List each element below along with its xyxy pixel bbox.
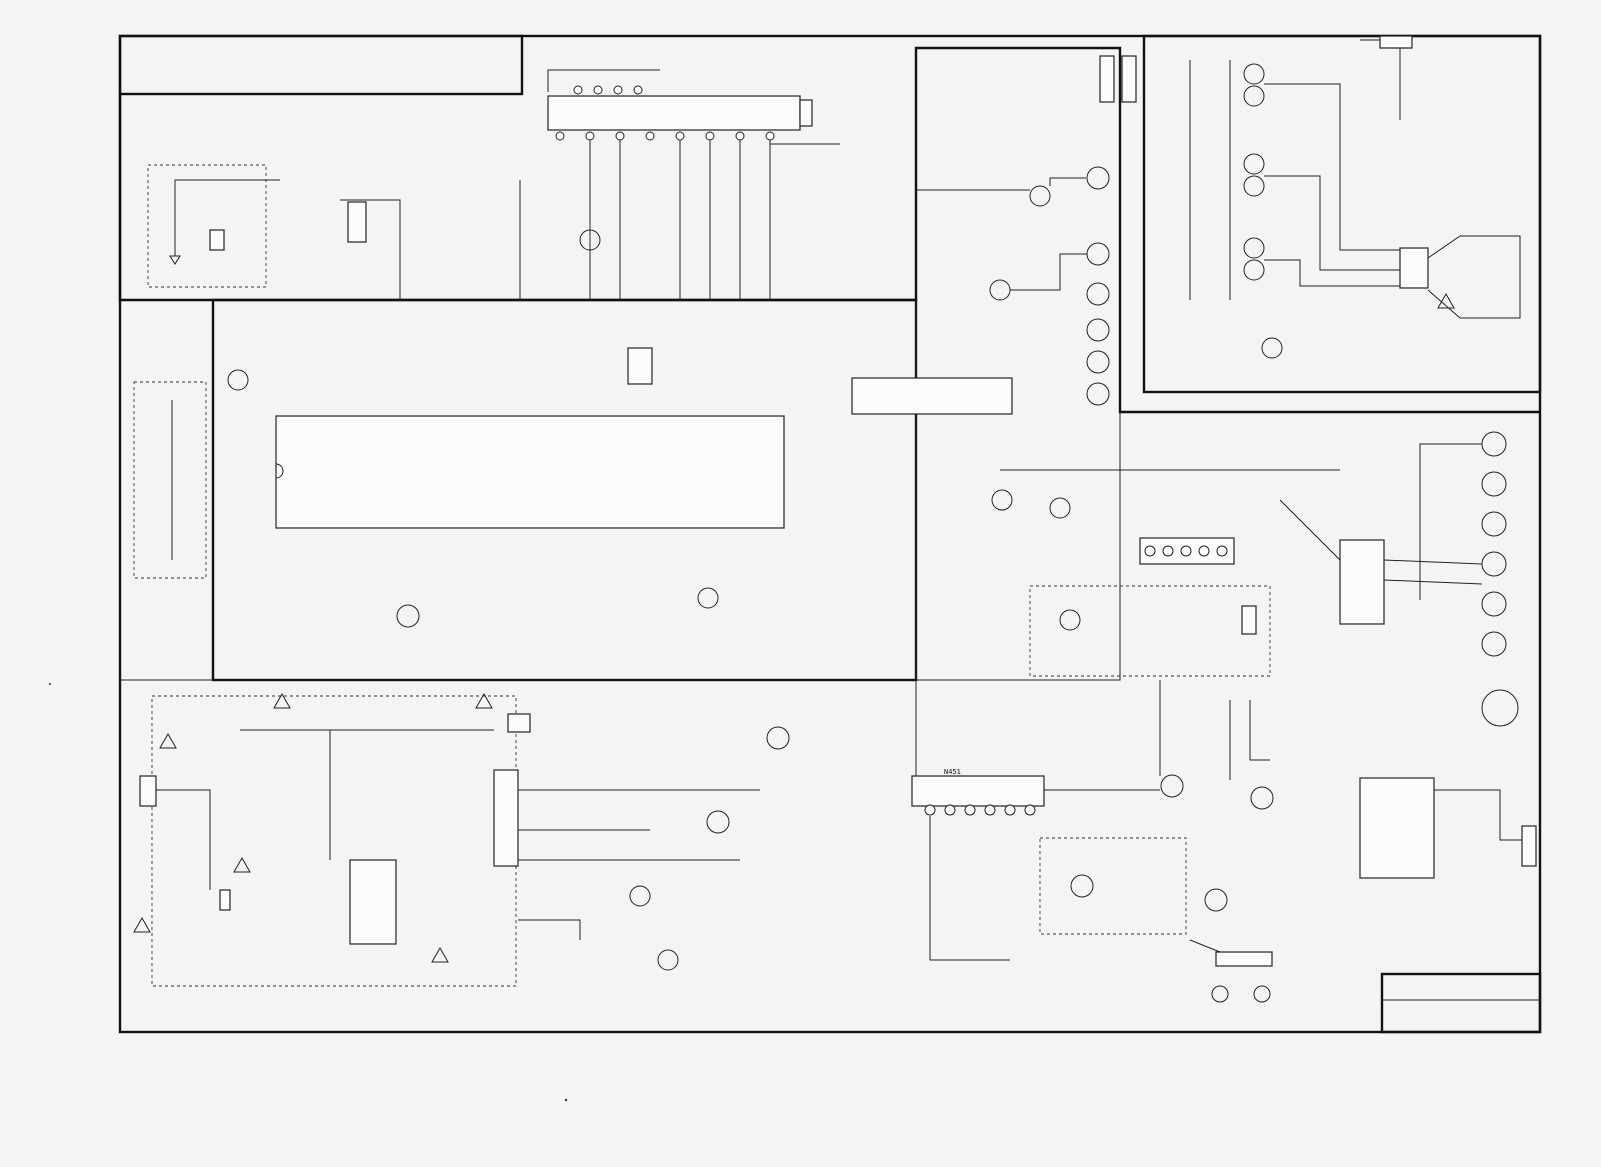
transistor-v921	[1244, 86, 1264, 106]
jack-v1-in	[1482, 432, 1506, 456]
pin	[646, 132, 654, 140]
jack-a1-in-r	[1482, 512, 1506, 536]
wire	[1050, 178, 1086, 186]
pin	[1163, 546, 1173, 556]
pin	[1199, 546, 1209, 556]
model-box	[1382, 974, 1540, 1032]
stray-mark	[49, 683, 51, 685]
transistor-v703	[1060, 610, 1080, 630]
warning-icon	[432, 948, 448, 962]
transistor-v702	[992, 490, 1012, 510]
ic-n701-switch	[852, 378, 1012, 414]
wire	[548, 70, 660, 92]
wire	[1384, 580, 1482, 584]
av-input-jacks	[1482, 432, 1518, 726]
wire	[1360, 40, 1400, 120]
jack-l-a-out	[1087, 243, 1109, 265]
jack-y	[1087, 319, 1109, 341]
wire	[156, 790, 210, 890]
power-warning-icons	[134, 694, 492, 962]
av-output-jacks	[1087, 167, 1109, 405]
pin	[586, 132, 594, 140]
wire	[1434, 790, 1522, 840]
wire	[1264, 260, 1400, 286]
ac-input-connector	[140, 776, 156, 806]
warning-icon	[234, 858, 250, 872]
pin	[1005, 805, 1015, 815]
yoke-coil	[1212, 986, 1228, 1002]
stray-mark	[565, 1099, 567, 1101]
crt-board-transistors	[1244, 64, 1282, 358]
outer-frame	[120, 36, 1540, 1032]
connector-xs402	[1216, 952, 1272, 966]
transistor-v902	[1244, 238, 1264, 258]
audio-region-border	[916, 300, 1120, 680]
transistor-v303	[1205, 889, 1227, 911]
transistor-v201	[1030, 186, 1050, 206]
fuse-fu501	[220, 890, 230, 910]
transistor-v912	[1244, 154, 1264, 174]
transistor-v432	[1161, 775, 1183, 797]
warning-icon	[274, 694, 290, 708]
jack-cb	[1087, 351, 1109, 373]
tuner-module	[548, 96, 800, 130]
audio-amp-block	[1030, 586, 1270, 676]
jack-a2-in-r	[1482, 632, 1506, 656]
connector-xp901	[1380, 36, 1412, 48]
jack-cr	[1087, 383, 1109, 405]
remote-led-block	[148, 165, 266, 287]
transistor-v801	[990, 280, 1010, 300]
transistor-v581	[767, 727, 789, 749]
tuner-antenna-socket	[800, 100, 812, 126]
yoke-coils	[1212, 986, 1270, 1002]
wire	[240, 730, 330, 860]
transistor-v553	[707, 811, 729, 833]
wire	[1250, 700, 1270, 760]
led-icon	[170, 256, 180, 264]
transistor-v931	[1262, 338, 1282, 358]
vertical-wires	[916, 680, 1270, 960]
pin	[1025, 805, 1035, 815]
connector-xs401	[1522, 826, 1536, 866]
region-border-main	[120, 48, 1540, 412]
pin	[965, 805, 975, 815]
warning-icon	[160, 734, 176, 748]
wire	[1384, 560, 1482, 564]
pin	[1181, 546, 1191, 556]
saw-filter-z101	[628, 348, 652, 384]
ic-n451-ref: N451	[944, 768, 961, 776]
wire	[930, 816, 1010, 960]
ic-n502	[350, 860, 396, 944]
remote-receiver	[210, 230, 224, 250]
pin	[1145, 546, 1155, 556]
power-wires	[156, 730, 760, 940]
horizontal-drive-block	[1040, 838, 1186, 934]
main-ic-n103	[276, 416, 784, 528]
jack-a2-in-l	[1482, 592, 1506, 616]
transistor-v922	[1244, 64, 1264, 84]
connector-xs101	[1100, 56, 1114, 102]
jack-v-out	[1087, 167, 1109, 189]
wire	[1264, 84, 1400, 250]
pin	[1217, 546, 1227, 556]
wire	[518, 920, 580, 940]
crt-tube-outline	[1428, 236, 1520, 318]
pin	[594, 86, 602, 94]
pin	[925, 805, 935, 815]
wire	[1420, 444, 1482, 600]
wire	[175, 180, 280, 256]
pin	[614, 86, 622, 94]
crt-socket	[1400, 248, 1428, 288]
transistor-v136	[397, 605, 419, 627]
flyback-t471	[1360, 778, 1434, 878]
pin	[616, 132, 624, 140]
transistor-v104	[698, 588, 718, 608]
transistor-v309	[1071, 875, 1093, 897]
transformer-t511	[494, 770, 518, 866]
crt-board-frame	[1144, 36, 1540, 392]
speaker-connector	[1242, 606, 1256, 634]
transistor-v555	[658, 950, 678, 970]
key-block	[134, 382, 206, 578]
pin	[985, 805, 995, 815]
yoke-coil	[1254, 986, 1270, 1002]
pin	[945, 805, 955, 815]
crt-board-wires	[1190, 40, 1400, 300]
transistor-v901	[1244, 260, 1264, 280]
transistor-v710	[1050, 498, 1070, 518]
connector-xp902	[1122, 56, 1136, 102]
pin	[736, 132, 744, 140]
pin	[556, 132, 564, 140]
wire	[1264, 176, 1400, 270]
pin	[766, 132, 774, 140]
pin	[706, 132, 714, 140]
power-supply-block	[152, 696, 516, 986]
transistor-v554	[630, 886, 650, 906]
ic-n451	[912, 776, 1044, 806]
jack-s-video	[1482, 690, 1518, 726]
title-box	[120, 36, 522, 94]
eeprom-chip	[348, 202, 366, 242]
jack-r-a-out	[1087, 283, 1109, 305]
jack-v2-in	[1482, 552, 1506, 576]
transistor-v911	[1244, 176, 1264, 196]
transistor-v552	[228, 370, 248, 390]
warning-icon	[134, 918, 150, 932]
transistor-v432b	[1251, 787, 1273, 809]
pin	[634, 86, 642, 94]
pin	[676, 132, 684, 140]
wire	[1280, 500, 1340, 560]
wire	[1010, 254, 1087, 290]
optocoupler-pc817	[508, 714, 530, 732]
tuner-bus-wires	[340, 140, 840, 300]
jack-a1-in-l	[1482, 472, 1506, 496]
ic-4053	[1340, 540, 1384, 624]
pin	[574, 86, 582, 94]
